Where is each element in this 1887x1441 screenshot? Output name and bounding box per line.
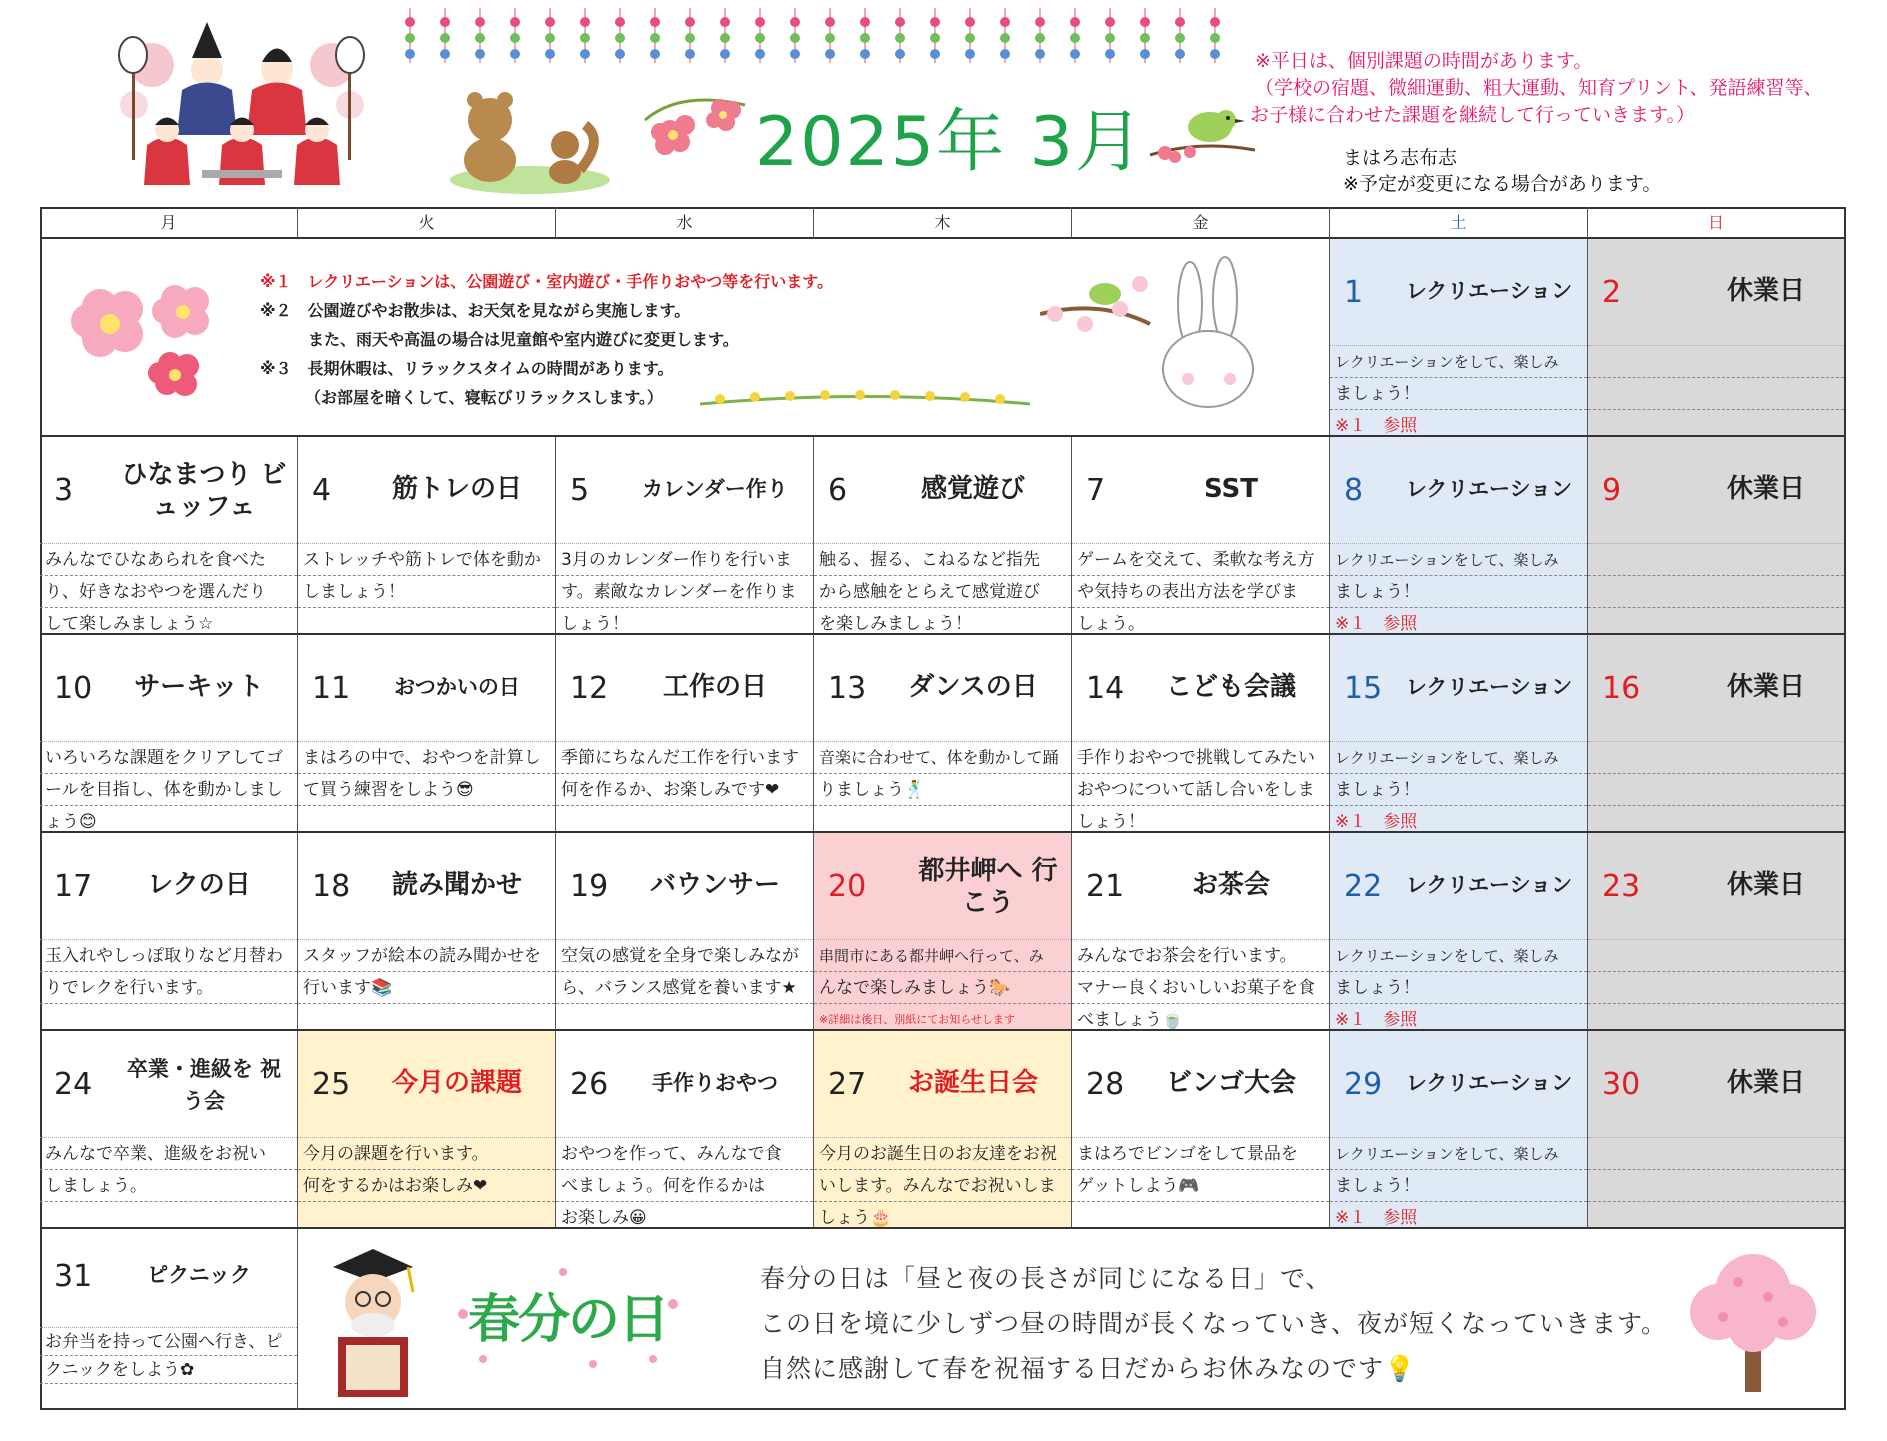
day-text-line: べましょう🍵 [1072, 1003, 1329, 1029]
day-number: 12 [570, 671, 609, 706]
day-text-line: ましょう！ [1330, 971, 1587, 1003]
day-text-line: マナー良くおいしいお菓子を食 [1072, 971, 1329, 1003]
day-event: SST [1203, 474, 1259, 504]
day-number: 4 [312, 473, 332, 508]
day-number: 24 [54, 1067, 93, 1102]
day-text-line: 音楽に合わせて、体を動かして踊 [814, 741, 1071, 773]
day-number: 14 [1086, 671, 1125, 706]
cherry-tree-icon [1683, 1247, 1823, 1397]
day-number: 1 [1344, 275, 1364, 310]
cherry-petals-icon [453, 1264, 683, 1374]
day-cell-8 [1330, 437, 1588, 633]
day-cell-26 [556, 1031, 814, 1227]
notice-line-2: （学校の宿題、微細運動、粗大運動、知育プリント、発語練習等、 [1255, 77, 1823, 99]
day-number: 11 [312, 671, 351, 706]
day-number: 19 [570, 869, 609, 904]
dow-thursday: 木 [814, 207, 1072, 239]
day-event: カレンダー作り [642, 477, 788, 501]
day-text-line: みんなでひなあられを食べた [40, 543, 297, 575]
note-3: ※３ 長期休暇は、リラックスタイムの時間があります。 [260, 359, 674, 378]
day-cell-6 [814, 437, 1072, 633]
day-text-line: レクリエーションをして、楽しみ [1330, 741, 1587, 773]
dow-sunday: 日 [1588, 207, 1844, 239]
day-text-line: ましょう！ [1330, 773, 1587, 805]
day-cell-22 [1330, 833, 1588, 1029]
day-text-line [556, 1003, 813, 1029]
day-text-line [40, 1201, 297, 1227]
day-number: 23 [1602, 869, 1641, 904]
day-event: おつかいの日 [394, 675, 520, 699]
day-event: 今月の課題 [391, 1068, 522, 1098]
day-event: 休業日 [1726, 276, 1805, 306]
day-number: 6 [828, 473, 848, 508]
day-number: 25 [312, 1067, 351, 1102]
day-event: レクリエーション [1405, 1071, 1573, 1095]
day-text-line: クニックをしよう✿ [40, 1355, 297, 1383]
shunbun-logo: 春分の日 [468, 1290, 669, 1350]
day-number: 30 [1602, 1067, 1641, 1102]
day-number: 7 [1086, 473, 1106, 508]
day-cell-27 [814, 1031, 1072, 1227]
day-cell-11 [298, 635, 556, 831]
day-text-line: しょう！ [1072, 805, 1329, 831]
professor-reading-illustration [318, 1237, 428, 1402]
day-number: 9 [1602, 473, 1622, 508]
day-event: 休業日 [1726, 870, 1805, 900]
day-event: 都井岬へ 行こう [918, 856, 1058, 918]
day-text-line: す。素敵なカレンダーを作りま [556, 575, 813, 607]
shunbun-panel [298, 1229, 1844, 1410]
day-text-line: レクリエーションをして、楽しみ [1330, 345, 1587, 377]
day-event: 感覚遊び [920, 474, 1025, 504]
reference-note: ※１ 参照 [1330, 1201, 1587, 1227]
day-text-line: しょう🎂 [814, 1201, 1071, 1227]
day-cell-18 [298, 833, 556, 1029]
day-cell-20 [814, 833, 1072, 1029]
day-text-line: 空気の感覚を全身で楽しみなが [556, 939, 813, 971]
bear-squirrel-illustration [440, 80, 615, 195]
day-of-week-header [40, 207, 1846, 239]
day-event: バウンサー [649, 870, 780, 900]
notes-cell [40, 239, 1330, 435]
day-cell-30 [1588, 1031, 1844, 1227]
dow-tuesday: 火 [298, 207, 556, 239]
day-event: サーキット [134, 672, 264, 702]
note-3-sub: （お部屋を暗くして、寝転びリラックスします。） [305, 388, 663, 407]
day-event: ビンゴ大会 [1165, 1068, 1296, 1098]
day-text-line: や気持ちの表出方法を学びま [1072, 575, 1329, 607]
day-cell-4 [298, 437, 556, 633]
day-cell-25 [298, 1031, 556, 1227]
day-text-line: 手作りおやつで挑戦してみたい [1072, 741, 1329, 773]
day-text-line: ょう😊 [40, 805, 297, 831]
note-1: ※１ レクリエーションは、公園遊び・室内遊び・手作りおやつ等を行います。 [260, 272, 833, 291]
day-text-line: 玉入れやしっぽ取りなど月替わ [40, 939, 297, 971]
day-text-line: おやつについて話し合いをしま [1072, 773, 1329, 805]
day-text-line: お弁当を持って公園へ行き、ピ [40, 1327, 297, 1355]
day-text-line: しょう！ [556, 607, 813, 633]
day-text-line: ールを目指し、体を動かしまし [40, 773, 297, 805]
day-text-line: ましょう！ [1330, 377, 1587, 409]
day-number: 26 [570, 1067, 609, 1102]
week-row-1 [40, 239, 1846, 437]
day-text-line: お楽しみ😀 [556, 1201, 813, 1227]
notice-line-1: ※平日は、個別課題の時間があります。 [1255, 50, 1593, 72]
plum-blossom-icon [640, 80, 750, 160]
day-text-line: 季節にちなんだ工作を行います [556, 741, 813, 773]
day-event: ピクニック [147, 1263, 251, 1287]
day-text-line: おやつを作って、みんなで食 [556, 1137, 813, 1169]
details-later-note: ※詳細は後日、別紙にてお知らせします [814, 1003, 1071, 1029]
shunbun-text-line-1: 春分の日は「昼と夜の長さが同じになる日」で、 [760, 1264, 1332, 1293]
day-number: 18 [312, 869, 351, 904]
day-text-line: ましょう！ [1330, 1169, 1587, 1201]
day-cell-23 [1588, 833, 1844, 1029]
day-text-line: んなで楽しみましょう🐎 [814, 971, 1071, 1003]
day-text-line: まはろでビンゴをして景品を [1072, 1137, 1329, 1169]
day-cell-1 [1330, 239, 1588, 435]
day-cell-19 [556, 833, 814, 1029]
week-row-2 [40, 437, 1846, 635]
reference-note: ※１ 参照 [1330, 607, 1587, 633]
day-cell-21 [1072, 833, 1330, 1029]
flower-garland-icon [700, 384, 1030, 414]
day-text-line: 今月のお誕生日のお友達をお祝 [814, 1137, 1071, 1169]
day-number: 2 [1602, 275, 1622, 310]
day-number: 20 [828, 869, 867, 904]
day-text-line: ら、バランス感覚を養います★ [556, 971, 813, 1003]
hina-dolls-illustration [112, 10, 372, 195]
day-text-line: まはろの中で、おやつを計算し [298, 741, 555, 773]
day-text-line: を楽しみましょう！ [814, 607, 1071, 633]
day-text-line [298, 1201, 555, 1227]
day-cell-10 [40, 635, 298, 831]
day-text-line: ましょう！ [1330, 575, 1587, 607]
day-text-line: ストレッチや筋トレで体を動か [298, 543, 555, 575]
organization-name: まはろ志布志 [1343, 147, 1458, 169]
day-text-line: しましょう！ [298, 575, 555, 607]
schedule-change-note: ※予定が変更になる場合があります。 [1343, 173, 1662, 195]
day-number: 27 [828, 1067, 867, 1102]
day-text-line: レクリエーションをして、楽しみ [1330, 543, 1587, 575]
day-text-line: スタッフが絵本の読み聞かせを [298, 939, 555, 971]
day-cell-7 [1072, 437, 1330, 633]
day-cell-14 [1072, 635, 1330, 831]
day-text-line: みんなで卒業、進級をお祝い [40, 1137, 297, 1169]
day-event: お誕生日会 [907, 1068, 1038, 1098]
day-cell-2 [1588, 239, 1844, 435]
day-text-line [1072, 1201, 1329, 1227]
day-text-line [40, 1003, 297, 1029]
day-event: 手作りおやつ [652, 1071, 778, 1095]
day-event: 読み聞かせ [391, 870, 522, 900]
day-text-line: りましょう🕺 [814, 773, 1071, 805]
day-text-line: 串間市にある都井岬へ行って、み [814, 939, 1071, 971]
note-2: ※２ 公園遊びやお散歩は、お天気を見ながら実施します。 [260, 301, 691, 320]
day-text-line: レクリエーションをして、楽しみ [1330, 1137, 1587, 1169]
plum-flowers-icon [55, 269, 220, 404]
week-row-5 [40, 1031, 1846, 1229]
day-number: 21 [1086, 869, 1125, 904]
day-number: 3 [54, 473, 74, 508]
day-event: レクリエーション [1405, 675, 1573, 699]
day-text-line [814, 805, 1071, 831]
day-cell-28 [1072, 1031, 1330, 1227]
dow-friday: 金 [1072, 207, 1330, 239]
day-text-line: いろいろな課題をクリアしてゴ [40, 741, 297, 773]
page-title: 2025年 3月 [755, 103, 1145, 182]
day-text-line: いします。みんなでお祝いしま [814, 1169, 1071, 1201]
day-cell-13 [814, 635, 1072, 831]
day-number: 29 [1344, 1067, 1383, 1102]
day-text-line: て買う練習をしよう😎 [298, 773, 555, 805]
reference-note: ※１ 参照 [1330, 805, 1587, 831]
day-event: 筋トレの日 [391, 474, 522, 504]
day-cell-31 [40, 1229, 298, 1410]
note-2-sub: また、雨天や高温の場合は児童館や室内遊びに変更します。 [260, 330, 739, 349]
day-event: レクの日 [147, 870, 251, 900]
day-cell-24 [40, 1031, 298, 1227]
week-row-6 [40, 1229, 1846, 1410]
day-event: 休業日 [1726, 672, 1805, 702]
day-number: 17 [54, 869, 93, 904]
day-text-line: から感触をとらえて感覚遊び [814, 575, 1071, 607]
shunbun-text-line-2: この日を境に少しずつ昼の時間が長くなっていき、夜が短くなっていきます。 [760, 1309, 1668, 1338]
reference-note: ※１ 参照 [1330, 1003, 1587, 1029]
day-cell-16 [1588, 635, 1844, 831]
day-event: ひなまつり ビュッフェ [121, 460, 287, 522]
day-number: 10 [54, 671, 93, 706]
day-number: 15 [1344, 671, 1383, 706]
day-number: 31 [54, 1259, 93, 1294]
day-text-line: 触る、握る、こねるなど指先 [814, 543, 1071, 575]
day-text-line: 3月のカレンダー作りを行いま [556, 543, 813, 575]
dow-saturday: 土 [1330, 207, 1588, 239]
day-text-line: して楽しみましょう☆ [40, 607, 297, 633]
day-text-line: 何を作るか、お楽しみです❤ [556, 773, 813, 805]
day-cell-12 [556, 635, 814, 831]
day-event: ダンスの日 [908, 672, 1038, 702]
day-event: レクリエーション [1405, 873, 1573, 897]
day-number: 13 [828, 671, 867, 706]
day-text-line: ゲットしよう🎮 [1072, 1169, 1329, 1201]
day-event: レクリエーション [1405, 477, 1573, 501]
day-text-line [298, 1003, 555, 1029]
day-cell-17 [40, 833, 298, 1029]
day-text-line [298, 607, 555, 633]
day-event: 休業日 [1726, 1068, 1805, 1098]
day-text-line: しょう。 [1072, 607, 1329, 633]
day-number: 8 [1344, 473, 1364, 508]
day-event: こども会議 [1165, 672, 1296, 702]
day-event: 休業日 [1726, 474, 1805, 504]
shunbun-text-line-3: 自然に感謝して春を祝福する日だからお休みなのです💡 [760, 1354, 1417, 1383]
day-cell-5 [556, 437, 814, 633]
day-text-line: りでレクを行います。 [40, 971, 297, 1003]
week-row-3 [40, 635, 1846, 833]
day-number: 28 [1086, 1067, 1125, 1102]
dow-monday: 月 [40, 207, 298, 239]
day-event: レクリエーション [1405, 279, 1573, 303]
day-text-line: り、好きなおやつを選んだり [40, 575, 297, 607]
day-text-line: 行います📚 [298, 971, 555, 1003]
day-text-line [298, 805, 555, 831]
day-text-line: レクリエーションをして、楽しみ [1330, 939, 1587, 971]
day-cell-15 [1330, 635, 1588, 831]
day-cell-9 [1588, 437, 1844, 633]
day-text-line: 何をするかはお楽しみ❤ [298, 1169, 555, 1201]
day-text-line: 今月の課題を行います。 [298, 1137, 555, 1169]
day-event: 卒業・進級を 祝う会 [126, 1057, 282, 1113]
day-cell-3 [40, 437, 298, 633]
day-number: 22 [1344, 869, 1383, 904]
reference-note: ※１ 参照 [1330, 409, 1587, 435]
day-text-line: ゲームを交えて、柔軟な考え方 [1072, 543, 1329, 575]
day-cell-29 [1330, 1031, 1588, 1227]
rabbit-bird-illustration [1040, 254, 1300, 424]
day-number: 16 [1602, 671, 1641, 706]
week-row-4 [40, 833, 1846, 1031]
day-text-line: みんなでお茶会を行います。 [1072, 939, 1329, 971]
bird-on-branch-icon [1150, 95, 1255, 170]
dow-wednesday: 水 [556, 207, 814, 239]
day-event: 工作の日 [662, 672, 767, 702]
day-text-line: べましょう。何を作るかは [556, 1169, 813, 1201]
day-text-line: しましょう。 [40, 1169, 297, 1201]
day-event: お茶会 [1191, 870, 1270, 900]
notice-line-3: お子様に合わせた課題を継続して行っていきます。） [1250, 104, 1695, 126]
day-text-line [556, 805, 813, 831]
day-number: 5 [570, 473, 590, 508]
hanging-ornaments-decoration [400, 8, 1230, 68]
